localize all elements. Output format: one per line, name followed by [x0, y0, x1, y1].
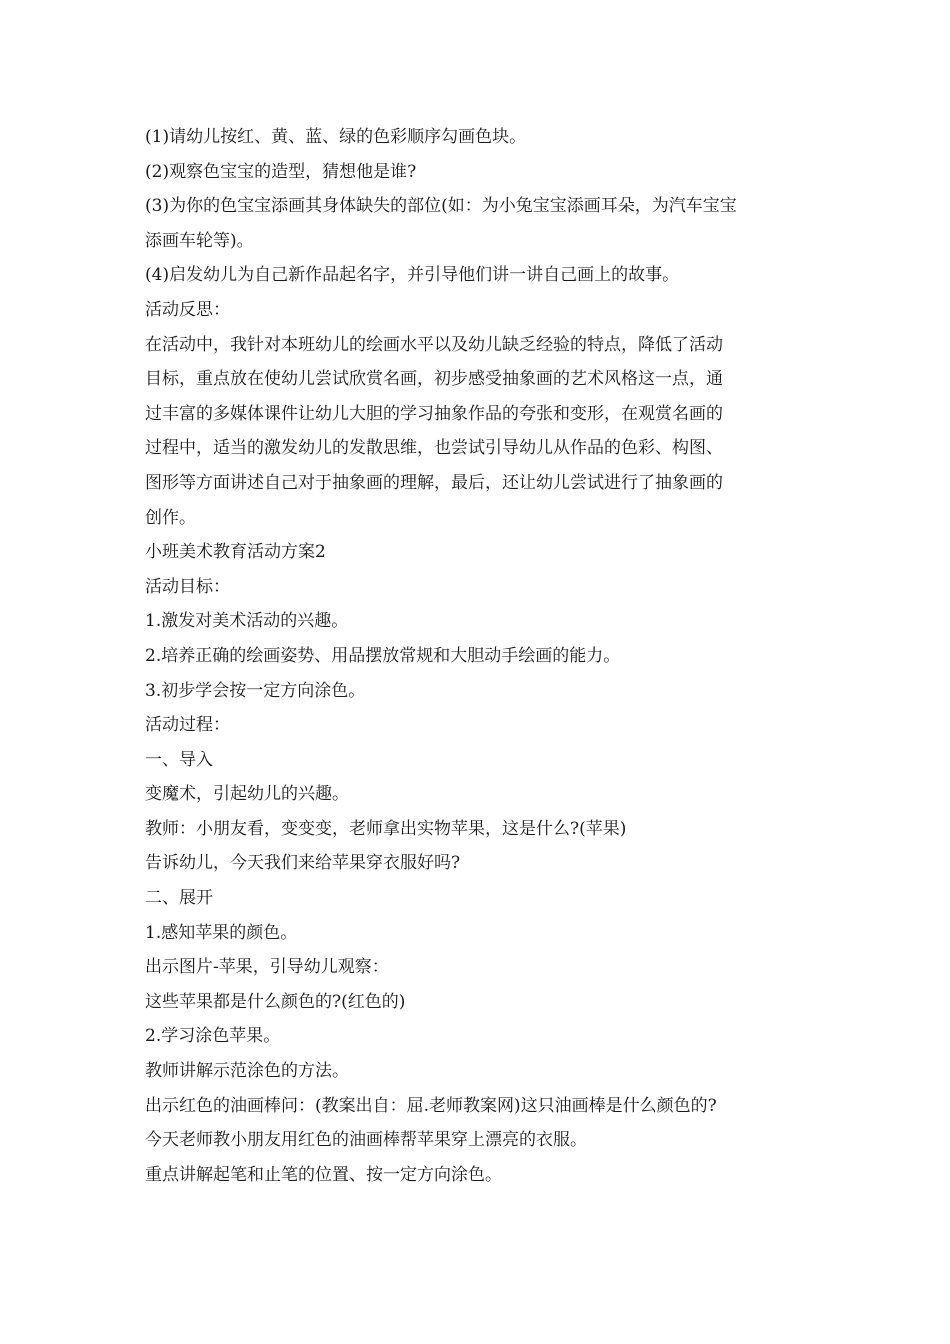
- text-line: 教师：小朋友看，变变变，老师拿出实物苹果，这是什么?(苹果): [145, 818, 627, 839]
- subsection-heading: 二、展开: [145, 888, 213, 909]
- text-line: 变魔术，引起幼儿的兴趣。: [145, 784, 349, 805]
- list-item: 2.培养正确的绘画姿势、用品摆放常规和大胆动手绘画的能力。: [145, 645, 621, 666]
- subsection-heading: 一、导入: [145, 749, 213, 770]
- text-line: 出示红色的油画棒问：(教案出自：屈.老师教案网)这只油画棒是什么颜色的?: [145, 1095, 717, 1116]
- text-line: 在活动中，我针对本班幼儿的绘画水平以及幼儿缺乏经验的特点，降低了活动: [145, 334, 723, 355]
- list-item: 3.初步学会按一定方向涂色。: [145, 680, 366, 701]
- text-line: 过程中，适当的激发幼儿的发散思维，也尝试引导幼儿从作品的色彩、构图、: [145, 438, 723, 459]
- text-line: 出示图片-苹果，引导幼儿观察：: [145, 957, 389, 978]
- section-heading: 活动目标：: [145, 576, 230, 597]
- text-line: (4)启发幼儿为自己新作品起名字，并引导他们讲一讲自己画上的故事。: [145, 265, 680, 286]
- text-line: (2)观察色宝宝的造型，猜想他是谁?: [145, 161, 417, 182]
- document-body: [145, 120, 810, 1192]
- text-line: 告诉幼儿，今天我们来给苹果穿衣服好吗?: [145, 853, 461, 874]
- text-line: 这些苹果都是什么颜色的?(红色的): [145, 991, 406, 1012]
- text-line: 添画车轮等)。: [145, 230, 254, 251]
- text-line: (1)请幼儿按红、黄、蓝、绿的色彩顺序勾画色块。: [145, 127, 527, 147]
- section-heading: 活动过程：: [145, 715, 230, 736]
- text-line: 今天老师教小朋友用红色的油画棒帮苹果穿上漂亮的衣服。: [145, 1130, 587, 1151]
- text-line: 图形等方面讲述自己对于抽象画的理解，最后，还让幼儿尝试进行了抽象画的: [145, 472, 723, 493]
- text-line: 过丰富的多媒体课件让幼儿大胆的学习抽象作品的夸张和变形，在观赏名画的: [145, 403, 723, 424]
- text-line: (3)为你的色宝宝添画其身体缺失的部位(如：为小兔宝宝添画耳朵，为汽车宝宝: [145, 196, 737, 217]
- text-line: 目标，重点放在使幼儿尝试欣赏名画，初步感受抽象画的艺术风格这一点，通: [145, 369, 723, 390]
- text-line: 创作。: [145, 507, 196, 528]
- document-title: 小班美术教育活动方案2: [145, 542, 326, 563]
- section-heading: 活动反思：: [145, 299, 230, 320]
- text-line: 重点讲解起笔和止笔的位置、按一定方向涂色。: [145, 1164, 502, 1185]
- list-item: 2.学习涂色苹果。: [145, 1026, 281, 1047]
- text-line: 教师讲解示范涂色的方法。: [145, 1061, 349, 1082]
- list-item: 1.激发对美术活动的兴趣。: [145, 611, 349, 632]
- list-item: 1.感知苹果的颜色。: [145, 922, 298, 943]
